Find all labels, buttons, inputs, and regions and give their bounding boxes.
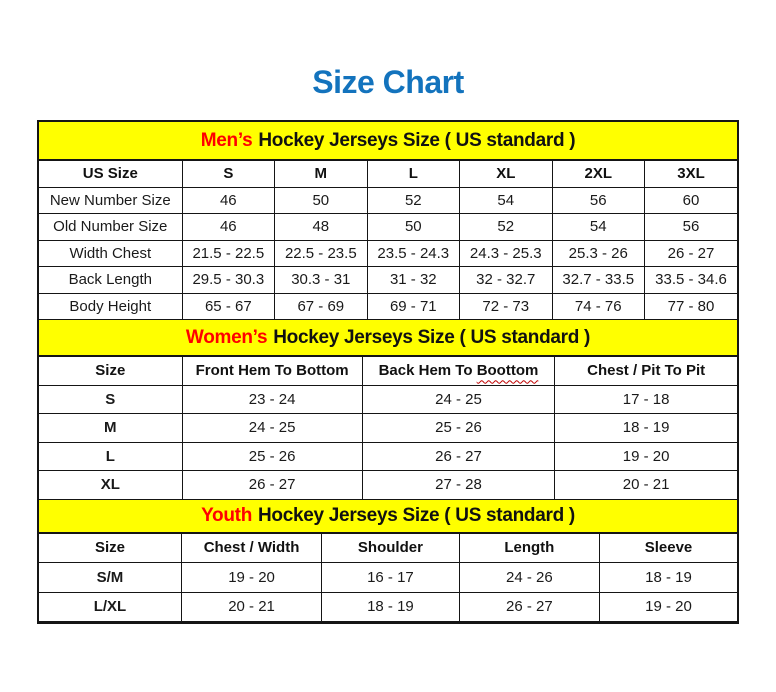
table-cell: 23.5 - 24.3 (367, 240, 459, 267)
column-header: Sleeve (599, 533, 737, 563)
column-header: Chest / Width (181, 533, 321, 563)
table-cell: Back Length (39, 267, 182, 294)
womens-table (39, 356, 737, 500)
mens-table (39, 160, 737, 320)
column-header: Size (39, 533, 181, 563)
table-cell: 72 - 73 (460, 293, 552, 320)
table-cell: S/M (39, 563, 181, 593)
mens-band-highlight: Men’s (200, 129, 253, 151)
table-cell: Body Height (39, 293, 182, 320)
table-cell: 46 (182, 214, 274, 241)
table-cell: 20 - 21 (555, 471, 737, 500)
table-cell: 21.5 - 22.5 (182, 240, 274, 267)
table-cell: 29.5 - 30.3 (182, 267, 274, 294)
table-cell: M (39, 414, 182, 443)
table-cell: 24 - 26 (459, 563, 599, 593)
table-cell: XL (39, 471, 182, 500)
mens-header-row (39, 161, 737, 188)
table-row (39, 414, 737, 443)
table-row (39, 442, 737, 471)
table-row (39, 592, 737, 622)
column-header: Shoulder (322, 533, 460, 563)
table-cell: 22.5 - 23.5 (275, 240, 367, 267)
table-row (39, 240, 737, 267)
table-cell: 19 - 20 (555, 442, 737, 471)
table-cell: Width Chest (39, 240, 182, 267)
table-cell: 17 - 18 (555, 385, 737, 414)
column-header: Chest / Pit To Pit (555, 357, 737, 386)
table-cell: 69 - 71 (367, 293, 459, 320)
table-cell: 18 - 19 (322, 592, 460, 622)
table-cell: 54 (460, 187, 552, 214)
table-cell: 25.3 - 26 (552, 240, 644, 267)
table-cell: 46 (182, 187, 274, 214)
womens-band-highlight: Women’s (185, 326, 268, 348)
table-cell: L (39, 442, 182, 471)
table-cell: 25 - 26 (362, 414, 555, 443)
table-cell: 26 - 27 (362, 442, 555, 471)
womens-section-band (39, 320, 737, 356)
column-header: 2XL (552, 161, 644, 188)
table-cell: 23 - 24 (182, 385, 362, 414)
table-row (39, 267, 737, 294)
table-cell: 52 (367, 187, 459, 214)
table-cell: 26 - 27 (459, 592, 599, 622)
table-cell: 24 - 25 (362, 385, 555, 414)
table-cell: 27 - 28 (362, 471, 555, 500)
table-cell: 54 (552, 214, 644, 241)
column-header: Size (39, 357, 182, 386)
table-cell: 19 - 20 (599, 592, 737, 622)
column-header: Back Hem To Boottom (362, 357, 555, 386)
table-cell: S (39, 385, 182, 414)
table-cell: 33.5 - 34.6 (645, 267, 738, 294)
youth-header-row (39, 533, 737, 563)
table-cell: 24.3 - 25.3 (460, 240, 552, 267)
table-cell: Old Number Size (39, 214, 182, 241)
table-cell: 26 - 27 (645, 240, 738, 267)
page-title: Size Chart (312, 64, 464, 100)
table-cell: 16 - 17 (322, 563, 460, 593)
table-cell: 56 (552, 187, 644, 214)
womens-header-row (39, 357, 737, 386)
table-cell: 67 - 69 (275, 293, 367, 320)
youth-band-text: Hockey Jerseys Size ( US standard ) (258, 504, 575, 526)
table-cell: 74 - 76 (552, 293, 644, 320)
table-cell: 50 (275, 187, 367, 214)
table-cell: 19 - 20 (181, 563, 321, 593)
table-cell: 24 - 25 (182, 414, 362, 443)
table-cell: 48 (275, 214, 367, 241)
table-row (39, 385, 737, 414)
youth-section-band (39, 500, 737, 533)
table-row (39, 293, 737, 320)
column-header: Length (459, 533, 599, 563)
table-cell: 26 - 27 (182, 471, 362, 500)
column-header: US Size (39, 161, 182, 188)
youth-table (39, 533, 737, 623)
table-cell: 25 - 26 (182, 442, 362, 471)
column-header: Front Hem To Bottom (182, 357, 362, 386)
column-header: L (367, 161, 459, 188)
size-chart (37, 120, 739, 624)
table-cell: 18 - 19 (555, 414, 737, 443)
table-row (39, 471, 737, 500)
table-row (39, 214, 737, 241)
table-cell: 32 - 32.7 (460, 267, 552, 294)
misspelled-word: Boottom (476, 362, 539, 380)
column-header: S (182, 161, 274, 188)
youth-band-highlight: Youth (201, 504, 253, 526)
column-header: 3XL (645, 161, 738, 188)
table-cell: 60 (645, 187, 738, 214)
column-header: M (275, 161, 367, 188)
table-cell: 32.7 - 33.5 (552, 267, 644, 294)
table-cell: 18 - 19 (599, 563, 737, 593)
table-row (39, 187, 737, 214)
table-cell: 56 (645, 214, 738, 241)
table-cell: 52 (460, 214, 552, 241)
table-cell: 31 - 32 (367, 267, 459, 294)
mens-section-band (39, 122, 737, 160)
column-header: XL (460, 161, 552, 188)
table-row (39, 563, 737, 593)
table-cell: L/XL (39, 592, 181, 622)
mens-band-text: Hockey Jerseys Size ( US standard ) (258, 129, 576, 151)
table-cell: 20 - 21 (181, 592, 321, 622)
table-cell: 30.3 - 31 (275, 267, 367, 294)
table-cell: 77 - 80 (645, 293, 738, 320)
table-cell: New Number Size (39, 187, 182, 214)
table-cell: 65 - 67 (182, 293, 274, 320)
table-cell: 50 (367, 214, 459, 241)
womens-band-text: Hockey Jerseys Size ( US standard ) (273, 326, 591, 348)
